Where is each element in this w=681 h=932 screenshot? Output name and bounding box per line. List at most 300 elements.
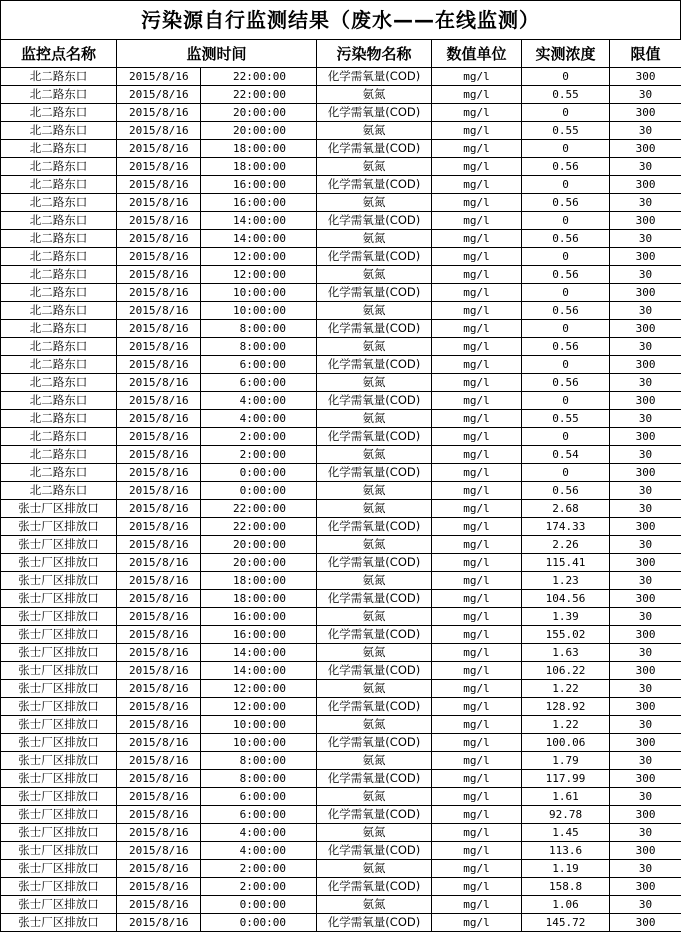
cell-pollutant: 氨氮 [317,230,432,248]
cell-site: 张士厂区排放口 [1,554,117,572]
cell-unit: mg/l [432,626,522,644]
cell-date: 2015/8/16 [117,212,201,230]
cell-value: 0.56 [522,302,610,320]
cell-pollutant: 氨氮 [317,680,432,698]
cell-unit: mg/l [432,752,522,770]
cell-site: 北二路东口 [1,266,117,284]
table-row [1,68,681,86]
cell-limit: 30 [610,266,681,284]
cell-limit: 300 [610,284,681,302]
cell-date: 2015/8/16 [117,806,201,824]
cell-unit: mg/l [432,788,522,806]
cell-site: 张士厂区排放口 [1,500,117,518]
cell-limit: 300 [610,68,681,86]
cell-unit: mg/l [432,86,522,104]
cell-time: 18:00:00 [201,140,317,158]
cell-date: 2015/8/16 [117,266,201,284]
cell-value: 128.92 [522,698,610,716]
cell-value: 0 [522,140,610,158]
header-value: 实测浓度 [522,40,610,68]
cell-unit: mg/l [432,590,522,608]
cell-date: 2015/8/16 [117,68,201,86]
cell-unit: mg/l [432,536,522,554]
header-site: 监控点名称 [1,40,117,68]
cell-unit: mg/l [432,140,522,158]
cell-time: 20:00:00 [201,536,317,554]
cell-time: 0:00:00 [201,914,317,932]
table-row [1,248,681,266]
cell-date: 2015/8/16 [117,590,201,608]
cell-value: 1.79 [522,752,610,770]
cell-limit: 300 [610,356,681,374]
cell-time: 12:00:00 [201,266,317,284]
cell-time: 6:00:00 [201,356,317,374]
cell-limit: 300 [610,554,681,572]
cell-value: 0.55 [522,122,610,140]
cell-limit: 30 [610,446,681,464]
cell-unit: mg/l [432,338,522,356]
cell-limit: 30 [610,824,681,842]
cell-value: 0 [522,320,610,338]
cell-limit: 300 [610,878,681,896]
cell-limit: 30 [610,302,681,320]
cell-value: 117.99 [522,770,610,788]
cell-pollutant: 氨氮 [317,644,432,662]
cell-time: 20:00:00 [201,554,317,572]
table-row [1,698,681,716]
cell-site: 北二路东口 [1,482,117,500]
table-row [1,176,681,194]
cell-date: 2015/8/16 [117,644,201,662]
cell-pollutant: 氨氮 [317,716,432,734]
cell-time: 14:00:00 [201,662,317,680]
cell-pollutant: 氨氮 [317,752,432,770]
cell-time: 18:00:00 [201,158,317,176]
cell-pollutant: 氨氮 [317,860,432,878]
table-row [1,140,681,158]
cell-time: 2:00:00 [201,428,317,446]
cell-pollutant: 化学需氧量(COD) [317,662,432,680]
cell-time: 10:00:00 [201,284,317,302]
cell-date: 2015/8/16 [117,464,201,482]
cell-value: 0.56 [522,194,610,212]
cell-pollutant: 氨氮 [317,338,432,356]
table-row [1,572,681,590]
table-row [1,374,681,392]
cell-limit: 30 [610,788,681,806]
cell-value: 113.6 [522,842,610,860]
cell-time: 4:00:00 [201,842,317,860]
cell-time: 16:00:00 [201,608,317,626]
cell-value: 145.72 [522,914,610,932]
cell-site: 张士厂区排放口 [1,734,117,752]
cell-value: 92.78 [522,806,610,824]
table-row [1,230,681,248]
cell-date: 2015/8/16 [117,122,201,140]
cell-pollutant: 化学需氧量(COD) [317,878,432,896]
header-pollutant: 污染物名称 [317,40,432,68]
cell-site: 北二路东口 [1,104,117,122]
cell-date: 2015/8/16 [117,896,201,914]
cell-pollutant: 化学需氧量(COD) [317,626,432,644]
monitoring-table [0,39,681,932]
cell-time: 22:00:00 [201,518,317,536]
cell-site: 北二路东口 [1,86,117,104]
cell-site: 北二路东口 [1,212,117,230]
table-row [1,608,681,626]
cell-site: 张士厂区排放口 [1,662,117,680]
cell-site: 张士厂区排放口 [1,590,117,608]
cell-date: 2015/8/16 [117,788,201,806]
cell-site: 北二路东口 [1,302,117,320]
cell-limit: 300 [610,176,681,194]
cell-limit: 30 [610,122,681,140]
cell-pollutant: 氨氮 [317,122,432,140]
cell-value: 158.8 [522,878,610,896]
cell-pollutant: 化学需氧量(COD) [317,464,432,482]
cell-limit: 300 [610,392,681,410]
cell-site: 张士厂区排放口 [1,788,117,806]
table-row [1,536,681,554]
cell-limit: 300 [610,104,681,122]
cell-value: 0 [522,212,610,230]
cell-site: 张士厂区排放口 [1,806,117,824]
cell-time: 20:00:00 [201,104,317,122]
table-row [1,122,681,140]
cell-value: 0 [522,68,610,86]
cell-pollutant: 化学需氧量(COD) [317,104,432,122]
cell-unit: mg/l [432,770,522,788]
cell-limit: 30 [610,158,681,176]
cell-time: 2:00:00 [201,878,317,896]
header-limit: 限值 [610,40,681,68]
cell-limit: 30 [610,410,681,428]
table-row [1,302,681,320]
cell-date: 2015/8/16 [117,716,201,734]
cell-date: 2015/8/16 [117,680,201,698]
cell-site: 北二路东口 [1,446,117,464]
cell-unit: mg/l [432,500,522,518]
cell-limit: 30 [610,194,681,212]
cell-site: 北二路东口 [1,338,117,356]
cell-pollutant: 化学需氧量(COD) [317,806,432,824]
cell-pollutant: 氨氮 [317,374,432,392]
cell-value: 0.56 [522,230,610,248]
cell-time: 16:00:00 [201,176,317,194]
cell-site: 张士厂区排放口 [1,860,117,878]
cell-pollutant: 化学需氧量(COD) [317,428,432,446]
cell-date: 2015/8/16 [117,158,201,176]
table-row [1,896,681,914]
cell-site: 张士厂区排放口 [1,644,117,662]
cell-site: 张士厂区排放口 [1,716,117,734]
cell-limit: 30 [610,536,681,554]
cell-date: 2015/8/16 [117,608,201,626]
cell-time: 2:00:00 [201,446,317,464]
cell-time: 14:00:00 [201,230,317,248]
cell-unit: mg/l [432,824,522,842]
cell-site: 北二路东口 [1,158,117,176]
cell-limit: 300 [610,320,681,338]
cell-value: 1.22 [522,680,610,698]
cell-time: 8:00:00 [201,770,317,788]
cell-site: 张士厂区排放口 [1,518,117,536]
cell-time: 14:00:00 [201,212,317,230]
cell-site: 北二路东口 [1,320,117,338]
cell-limit: 300 [610,914,681,932]
cell-time: 8:00:00 [201,338,317,356]
cell-pollutant: 化学需氧量(COD) [317,248,432,266]
cell-time: 16:00:00 [201,194,317,212]
cell-limit: 30 [610,680,681,698]
cell-time: 4:00:00 [201,824,317,842]
cell-value: 104.56 [522,590,610,608]
table-row [1,194,681,212]
table-row [1,626,681,644]
cell-time: 22:00:00 [201,500,317,518]
cell-unit: mg/l [432,554,522,572]
table-row [1,662,681,680]
table-row [1,212,681,230]
cell-pollutant: 氨氮 [317,572,432,590]
cell-limit: 300 [610,698,681,716]
cell-unit: mg/l [432,464,522,482]
cell-date: 2015/8/16 [117,824,201,842]
cell-value: 0 [522,356,610,374]
cell-pollutant: 化学需氧量(COD) [317,842,432,860]
cell-value: 1.23 [522,572,610,590]
cell-date: 2015/8/16 [117,140,201,158]
cell-pollutant: 化学需氧量(COD) [317,140,432,158]
cell-limit: 30 [610,86,681,104]
cell-time: 10:00:00 [201,716,317,734]
cell-date: 2015/8/16 [117,230,201,248]
cell-value: 174.33 [522,518,610,536]
cell-limit: 30 [610,860,681,878]
cell-date: 2015/8/16 [117,320,201,338]
cell-limit: 30 [610,230,681,248]
cell-date: 2015/8/16 [117,914,201,932]
cell-time: 4:00:00 [201,392,317,410]
cell-unit: mg/l [432,644,522,662]
cell-pollutant: 化学需氧量(COD) [317,356,432,374]
cell-site: 北二路东口 [1,356,117,374]
cell-limit: 300 [610,212,681,230]
cell-date: 2015/8/16 [117,662,201,680]
cell-unit: mg/l [432,104,522,122]
table-row [1,806,681,824]
cell-site: 张士厂区排放口 [1,680,117,698]
cell-unit: mg/l [432,428,522,446]
cell-date: 2015/8/16 [117,770,201,788]
cell-limit: 300 [610,770,681,788]
header-unit: 数值单位 [432,40,522,68]
cell-site: 北二路东口 [1,284,117,302]
cell-unit: mg/l [432,266,522,284]
cell-value: 106.22 [522,662,610,680]
table-header-row [1,40,681,68]
cell-unit: mg/l [432,302,522,320]
cell-limit: 300 [610,842,681,860]
cell-pollutant: 氨氮 [317,158,432,176]
cell-date: 2015/8/16 [117,446,201,464]
table-row [1,338,681,356]
cell-value: 0.56 [522,374,610,392]
cell-time: 10:00:00 [201,302,317,320]
cell-date: 2015/8/16 [117,698,201,716]
table-row [1,158,681,176]
cell-site: 北二路东口 [1,140,117,158]
cell-site: 张士厂区排放口 [1,896,117,914]
table-row [1,266,681,284]
cell-site: 张士厂区排放口 [1,752,117,770]
cell-value: 0.55 [522,410,610,428]
cell-time: 12:00:00 [201,680,317,698]
table-row [1,824,681,842]
table-row [1,590,681,608]
cell-date: 2015/8/16 [117,374,201,392]
cell-value: 1.22 [522,716,610,734]
cell-unit: mg/l [432,914,522,932]
cell-time: 2:00:00 [201,860,317,878]
cell-value: 115.41 [522,554,610,572]
cell-pollutant: 氨氮 [317,266,432,284]
cell-date: 2015/8/16 [117,428,201,446]
table-row [1,914,681,932]
cell-date: 2015/8/16 [117,248,201,266]
cell-site: 北二路东口 [1,194,117,212]
table-row [1,680,681,698]
cell-date: 2015/8/16 [117,554,201,572]
cell-value: 0 [522,392,610,410]
cell-date: 2015/8/16 [117,104,201,122]
cell-value: 0 [522,428,610,446]
cell-unit: mg/l [432,518,522,536]
cell-unit: mg/l [432,122,522,140]
cell-site: 北二路东口 [1,464,117,482]
cell-date: 2015/8/16 [117,500,201,518]
cell-limit: 300 [610,662,681,680]
cell-site: 张士厂区排放口 [1,824,117,842]
cell-unit: mg/l [432,194,522,212]
cell-date: 2015/8/16 [117,518,201,536]
table-row [1,104,681,122]
cell-time: 4:00:00 [201,410,317,428]
cell-time: 18:00:00 [201,572,317,590]
table-row [1,716,681,734]
cell-pollutant: 氨氮 [317,410,432,428]
cell-limit: 30 [610,644,681,662]
table-row [1,356,681,374]
table-row [1,482,681,500]
cell-value: 0 [522,104,610,122]
cell-pollutant: 化学需氧量(COD) [317,590,432,608]
cell-site: 张士厂区排放口 [1,572,117,590]
cell-pollutant: 化学需氧量(COD) [317,68,432,86]
cell-time: 0:00:00 [201,464,317,482]
cell-limit: 30 [610,500,681,518]
cell-pollutant: 氨氮 [317,446,432,464]
cell-site: 张士厂区排放口 [1,770,117,788]
cell-pollutant: 氨氮 [317,788,432,806]
table-row [1,518,681,536]
cell-time: 10:00:00 [201,734,317,752]
cell-unit: mg/l [432,284,522,302]
cell-date: 2015/8/16 [117,356,201,374]
cell-limit: 30 [610,896,681,914]
table-row [1,284,681,302]
cell-limit: 30 [610,374,681,392]
cell-unit: mg/l [432,680,522,698]
cell-pollutant: 氨氮 [317,194,432,212]
cell-time: 0:00:00 [201,482,317,500]
cell-date: 2015/8/16 [117,752,201,770]
cell-pollutant: 化学需氧量(COD) [317,176,432,194]
cell-pollutant: 氨氮 [317,86,432,104]
cell-time: 6:00:00 [201,806,317,824]
cell-date: 2015/8/16 [117,626,201,644]
cell-site: 张士厂区排放口 [1,536,117,554]
cell-date: 2015/8/16 [117,842,201,860]
cell-time: 8:00:00 [201,752,317,770]
cell-value: 0 [522,248,610,266]
cell-value: 2.68 [522,500,610,518]
cell-time: 12:00:00 [201,248,317,266]
cell-value: 2.26 [522,536,610,554]
cell-date: 2015/8/16 [117,392,201,410]
cell-unit: mg/l [432,176,522,194]
cell-pollutant: 化学需氧量(COD) [317,518,432,536]
cell-limit: 300 [610,590,681,608]
cell-date: 2015/8/16 [117,302,201,320]
cell-pollutant: 化学需氧量(COD) [317,914,432,932]
cell-value: 1.39 [522,608,610,626]
cell-pollutant: 化学需氧量(COD) [317,734,432,752]
cell-pollutant: 氨氮 [317,896,432,914]
cell-limit: 300 [610,428,681,446]
cell-unit: mg/l [432,734,522,752]
cell-value: 0.56 [522,266,610,284]
cell-time: 6:00:00 [201,788,317,806]
cell-limit: 30 [610,752,681,770]
table-row [1,734,681,752]
table-row [1,428,681,446]
cell-value: 1.19 [522,860,610,878]
cell-site: 北二路东口 [1,176,117,194]
cell-time: 14:00:00 [201,644,317,662]
cell-site: 北二路东口 [1,122,117,140]
cell-date: 2015/8/16 [117,86,201,104]
cell-value: 0.55 [522,86,610,104]
table-row [1,86,681,104]
cell-site: 张士厂区排放口 [1,698,117,716]
cell-limit: 30 [610,338,681,356]
cell-value: 0.54 [522,446,610,464]
cell-time: 0:00:00 [201,896,317,914]
cell-limit: 30 [610,572,681,590]
cell-limit: 300 [610,518,681,536]
cell-unit: mg/l [432,860,522,878]
cell-unit: mg/l [432,320,522,338]
cell-value: 100.06 [522,734,610,752]
cell-value: 0 [522,464,610,482]
cell-unit: mg/l [432,896,522,914]
cell-value: 0 [522,176,610,194]
cell-unit: mg/l [432,158,522,176]
table-row [1,554,681,572]
cell-date: 2015/8/16 [117,536,201,554]
cell-site: 北二路东口 [1,392,117,410]
